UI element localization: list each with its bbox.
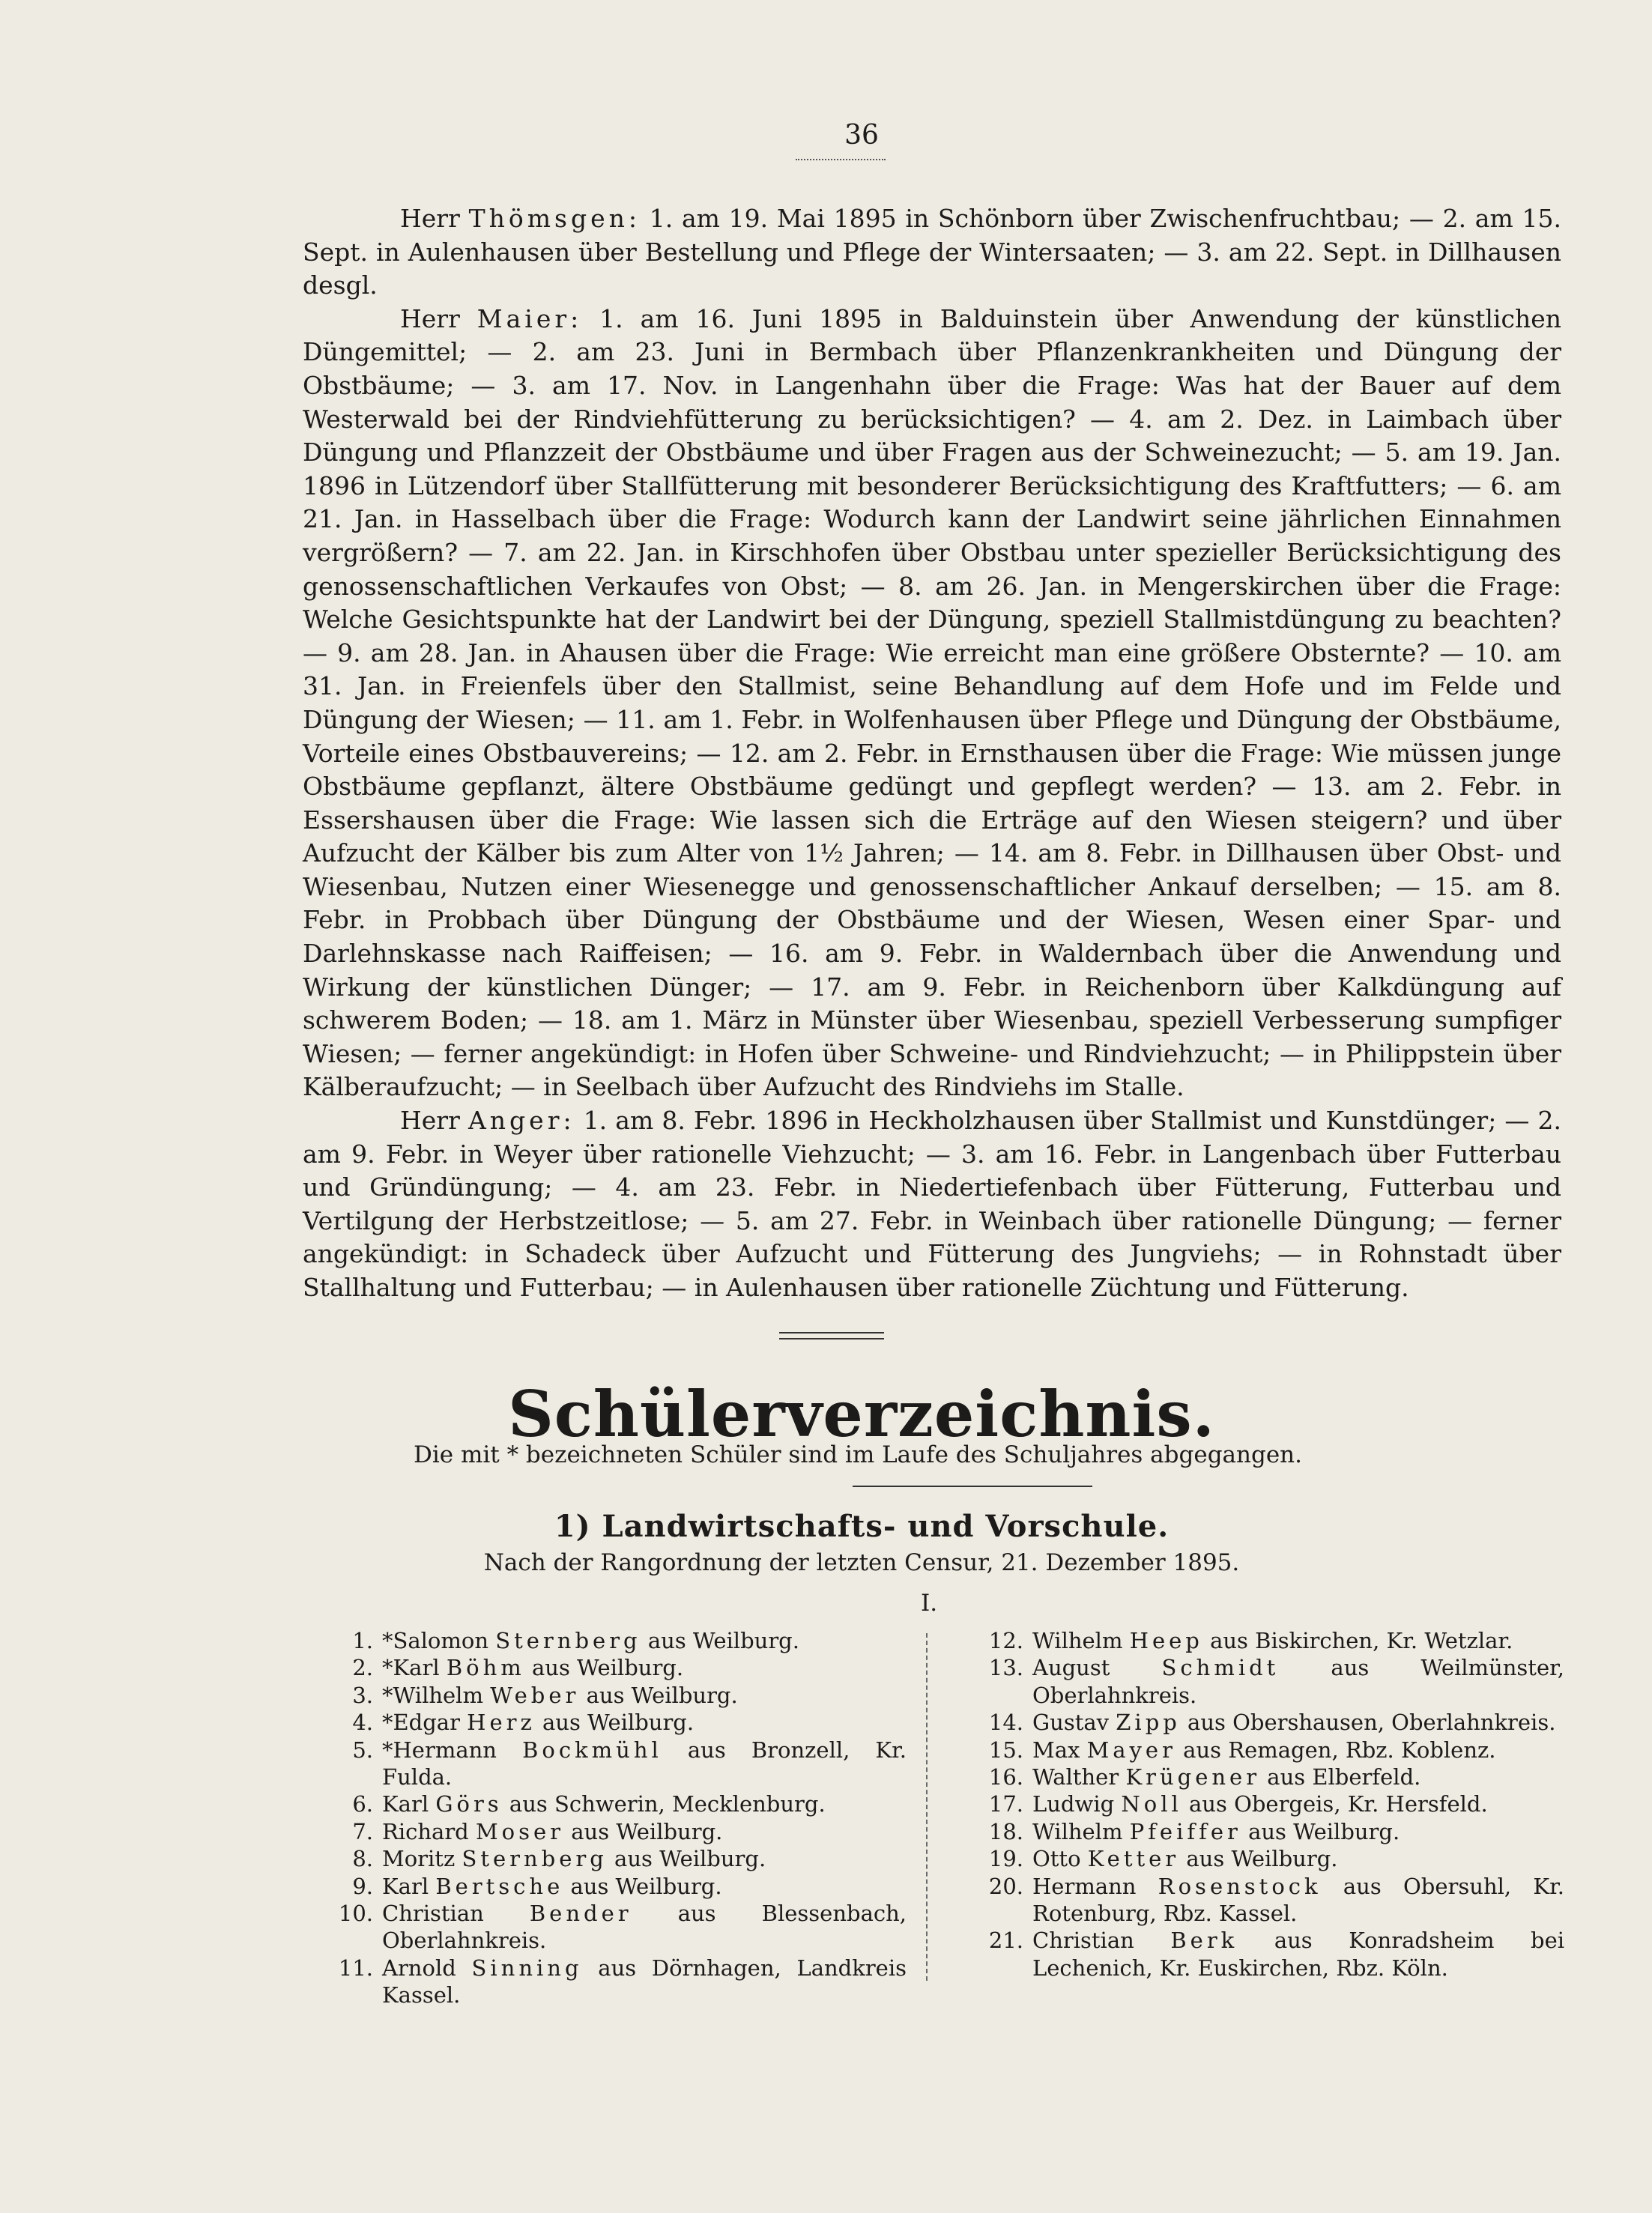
student-detail: aus Blessenbach, Oberlahnkreis.: [382, 1901, 907, 1954]
student-detail: Otto: [1032, 1846, 1088, 1872]
student-detail: aus Obergeis, Kr. Hersfeld.: [1181, 1791, 1488, 1817]
student-detail: Wilhelm: [1032, 1628, 1130, 1653]
student-detail: Gustav: [1032, 1710, 1116, 1736]
student-detail: aus Obersuhl, Kr. Rotenburg, Rbz. Kassel.: [1032, 1873, 1564, 1927]
student-text: [1032, 1790, 1564, 1817]
student-detail: aus Obershausen, Oberlahnkreis.: [1180, 1710, 1556, 1736]
student-entry: [943, 1627, 1564, 1654]
student-text: [1032, 1927, 1564, 1982]
student-entry: [292, 1818, 907, 1845]
student-rank: 12.: [988, 1628, 1023, 1653]
student-text: [382, 1790, 907, 1817]
student-rank: 13.: [988, 1655, 1023, 1681]
paragraph-text: Herr: [400, 204, 469, 233]
section-title: Schülerverzeichnis.: [508, 1377, 1215, 1451]
student-detail: aus Elberfeld.: [1260, 1764, 1421, 1790]
student-detail: Arnold: [382, 1955, 472, 1981]
lecturer-name: Maier:: [476, 303, 583, 333]
student-entry: [292, 1900, 907, 1955]
student-text: [1032, 1873, 1564, 1928]
student-surname: Zipp: [1116, 1710, 1181, 1736]
student-surname: Sinning: [471, 1955, 583, 1981]
paragraph-text: 1. am 19. Mai 1895 in Schönborn über Zwischenfruchtbau; — 2. am 15. Sept. in Aulenhausen über Bestellung und Pflege der Wintersaaten; — 3. am 22. Sept. in Dillhausen desgl.: [303, 204, 1561, 300]
student-text: [1032, 1845, 1564, 1872]
student-detail: *Edgar: [382, 1710, 468, 1736]
student-detail: aus Weilburg.: [563, 1873, 722, 1899]
student-detail: aus Dörnhagen, Landkreis Kassel.: [382, 1955, 907, 2008]
student-rank: 17.: [988, 1791, 1023, 1817]
student-entry: [943, 1709, 1564, 1736]
student-detail: Moritz: [382, 1846, 462, 1872]
paragraph: [303, 303, 1561, 1104]
student-list-left: [292, 1627, 907, 2009]
ranking-subheading: Nach der Rangordnung der letzten Censur, 21. Dezember 1895.: [483, 1549, 1240, 1576]
student-entry: [943, 1845, 1564, 1872]
student-text: [382, 1955, 907, 2009]
student-surname: Berk: [1170, 1928, 1238, 1954]
student-rank: 16.: [988, 1764, 1023, 1790]
student-rank: 4.: [352, 1710, 373, 1736]
student-text: [382, 1627, 907, 1654]
student-detail: aus Weilburg.: [607, 1846, 766, 1872]
student-text: [382, 1873, 907, 1900]
student-entry: [943, 1873, 1564, 1928]
student-detail: aus Weilburg.: [524, 1655, 684, 1681]
student-detail: Hermann: [1032, 1873, 1158, 1899]
student-detail: aus Weilburg.: [1179, 1846, 1338, 1872]
student-rank: 20.: [988, 1873, 1023, 1899]
student-entry: [943, 1737, 1564, 1764]
double-rule-divider: [779, 1332, 884, 1339]
paragraph: [303, 1104, 1561, 1305]
student-detail: aus Weilburg.: [535, 1710, 695, 1736]
student-detail: August: [1032, 1655, 1162, 1681]
student-surname: Rosenstock: [1158, 1873, 1322, 1899]
student-entry: [292, 1654, 907, 1681]
student-text: [382, 1818, 907, 1845]
student-surname: Bertsche: [435, 1873, 564, 1899]
student-detail: *Salomon: [382, 1628, 496, 1653]
student-detail: aus Weilburg.: [564, 1818, 723, 1844]
paragraph-text: 1. am 16. Juni 1895 in Balduinstein über Anwendung der künstlichen Düngemittel; — 2. am 23. Juni in Bermbach über Pflanzenkrankheiten und Düngung der Obstbäume; — 3. am 17. Nov. in Langenhahn über die Frage: Was hat der Bauer auf dem Westerwald bei der Rindviehfütterung zu berücksichtigen? — 4. am 2. Dez. in Laimbach über Düngung und Pflanzzeit der Obstbäume und über Fragen aus der Schweinezucht; — 5. am 19. Jan. 1896 in Lützendorf über Stallfütterung mit besonderer Berücksichtigung des Kraftfutters; — 6. am 21. Jan. in Hasselbach über die Frage: Wodurch kann der Landwirt seine jährlichen Einnahmen vergrößern? — 7. am 22. Jan. in Kirschhofen über Obstbau unter spezieller Berücksichtigung des genossenschaftlichen Verkaufes von Obst; — 8. am 26. Jan. in Mengerskirchen über die Frage: Welche Gesichtspunkte hat der Landwirt bei der Düngung, speziell Stallmistdüngung zu beachten? — 9. am 28. Jan. in Ahausen über die Frage: Wie erreicht man eine größere Obsternte? — 10. am 31. Jan. in Freienfels über den Stallmist, seine Behandlung auf dem Hofe und im Felde und Düngung der Wiesen; — 11. am 1. Febr. in Wolfenhausen über Pflege und Düngung der Obstbäume, Vorteile eines Obstbauvereins; — 12. am 2. Febr. in Ernsthausen über die Frage: Wie müssen junge Obstbäume gepflanzt, ältere Obstbäume gedüngt und gepflegt werden? — 13. am 2. Febr. in Essershausen über die Frage: Wie lassen sich die Erträge auf den Wiesen steigern? und über Aufzucht der Kälber bis zum Alter von 1½ Jahren; — 14. am 8. Febr. in Dillhausen über Obst- und Wiesenbau, Nutzen einer Wiesenegge und genossenschaftlicher Ankauf derselben; — 15. am 8. Febr. in Probbach über Düngung der Obstbäume und der Wiesen, Wesen einer Spar- und Darlehnskasse nach Raiffeisen; — 16. am 9. Febr. in Waldernbach über die Anwendung und Wirkung der künstlichen Dünger; — 17. am 9. Febr. in Reichenborn über Kalkdüngung auf schwerem Boden; — 18. am 1. März in Münster über Wiesenbau, speziell Verbesserung sumpfiger Wiesen; — ferner angekündigt: in Hofen über Schweine- und Rindviehzucht; — in Philippstein über Kälberaufzucht; — in Seelbach über Aufzucht des Rindviehs im Stalle.: [303, 303, 1561, 1102]
student-surname: Krügener: [1125, 1764, 1261, 1790]
student-rank: 9.: [352, 1873, 373, 1899]
student-text: [1032, 1764, 1564, 1790]
student-detail: Christian: [1032, 1928, 1171, 1954]
student-entry: [292, 1955, 907, 2009]
student-detail: *Hermann: [382, 1737, 523, 1763]
student-entry: [292, 1790, 907, 1817]
student-entry: [943, 1927, 1564, 1982]
student-rank: 19.: [988, 1846, 1023, 1872]
student-rank: 18.: [988, 1818, 1023, 1844]
lecturer-name: Thömsgen:: [468, 204, 641, 233]
lecture-list-text: [303, 202, 1561, 1305]
student-surname: Heep: [1129, 1628, 1203, 1653]
lecturer-name: Anger:: [468, 1106, 575, 1136]
student-entry: [292, 1873, 907, 1900]
student-list-right: [943, 1627, 1564, 1982]
student-rank: 21.: [988, 1928, 1023, 1954]
student-surname: Pfeiffer: [1129, 1818, 1241, 1844]
student-surname: Herz: [467, 1710, 536, 1736]
student-detail: aus Konradsheim bei Lechenich, Kr. Euskirchen, Rbz. Köln.: [1032, 1928, 1565, 1981]
student-rank: 8.: [352, 1846, 373, 1872]
student-detail: aus Schwerin, Mecklenburg.: [502, 1791, 826, 1817]
student-surname: Moser: [475, 1818, 565, 1844]
student-detail: Max: [1032, 1737, 1087, 1763]
student-rank: 5.: [352, 1737, 373, 1763]
student-text: [1032, 1627, 1564, 1654]
student-entry: [292, 1682, 907, 1709]
student-detail: aus Weilburg.: [579, 1682, 738, 1708]
student-surname: Noll: [1121, 1791, 1182, 1817]
page-number: 36: [844, 120, 879, 151]
student-surname: Sternberg: [462, 1846, 608, 1872]
student-surname: Sternberg: [495, 1628, 641, 1653]
student-text: [1032, 1654, 1564, 1709]
student-surname: Ketter: [1087, 1846, 1180, 1872]
student-detail: aus Bronzell, Kr. Fulda.: [382, 1737, 907, 1790]
student-detail: Ludwig: [1032, 1791, 1122, 1817]
student-rank: 3.: [352, 1682, 373, 1708]
student-detail: Walther: [1032, 1764, 1126, 1790]
paragraph-text: Herr: [400, 303, 477, 333]
student-rank: 15.: [988, 1737, 1023, 1763]
student-text: [382, 1845, 907, 1872]
student-surname: Bockmühl: [522, 1737, 662, 1763]
student-text: [382, 1900, 907, 1955]
paragraph: [303, 202, 1561, 303]
student-detail: Wilhelm: [1032, 1818, 1130, 1844]
student-entry: [943, 1764, 1564, 1790]
student-entry: [943, 1818, 1564, 1845]
student-text: [1032, 1737, 1564, 1764]
student-rank: 11.: [338, 1955, 373, 1981]
page-number-ornament: [796, 159, 886, 160]
student-text: [382, 1654, 907, 1681]
student-text: [1032, 1709, 1564, 1736]
student-surname: Görs: [435, 1791, 503, 1817]
section-heading: 1) Landwirtschafts- und Vorschule.: [554, 1509, 1170, 1544]
student-surname: Mayer: [1086, 1737, 1176, 1763]
student-detail: Karl: [382, 1873, 436, 1899]
class-mark: I.: [921, 1590, 938, 1617]
student-entry: [943, 1654, 1564, 1709]
student-detail: *Karl: [382, 1655, 447, 1681]
student-detail: aus Weilburg.: [641, 1628, 799, 1653]
student-detail: aus Weilmünster, Oberlahnkreis.: [1032, 1655, 1565, 1708]
student-entry: [292, 1627, 907, 1654]
student-detail: Christian: [382, 1901, 530, 1927]
student-surname: Schmidt: [1161, 1655, 1280, 1681]
paragraph-text: 1. am 8. Febr. 1896 in Heckholzhausen über Stallmist und Kunstdünger; — 2. am 9. Febr. in Weyer über rationelle Viehzucht; — 3. am 16. Febr. in Langenbach über Futterbau und Gründüngung; — 4. am 23. Febr. in Niedertiefenbach über Fütterung, Futterbau und Vertilgung der Herbstzeitlose; — 5. am 27. Febr. in Weinbach über rationelle Düngung; — ferner angekündigt: in Schadeck über Aufzucht und Fütterung des Jungviehs; — in Rohnstadt über Stallhaltung und Futterbau; — in Aulenhausen über rationelle Züchtung und Fütterung.: [303, 1106, 1561, 1302]
student-surname: Böhm: [446, 1655, 525, 1681]
student-text: [382, 1682, 907, 1709]
student-entry: [292, 1845, 907, 1872]
paragraph-text: Herr: [400, 1106, 468, 1136]
student-rank: 10.: [338, 1901, 373, 1927]
student-detail: aus Remagen, Rbz. Koblenz.: [1176, 1737, 1496, 1763]
column-divider: [926, 1633, 928, 1981]
student-rank: 6.: [352, 1791, 373, 1817]
student-detail: aus Biskirchen, Kr. Wetzlar.: [1202, 1628, 1513, 1653]
student-text: [1032, 1818, 1564, 1845]
student-rank: 7.: [352, 1818, 373, 1844]
student-rank: 2.: [352, 1655, 373, 1681]
student-surname: Bender: [529, 1901, 632, 1927]
abbreviation-note: Die mit * bezeichneten Schüler sind im Laufe des Schuljahres abgegangen.: [413, 1441, 1302, 1468]
student-detail: Richard: [382, 1818, 476, 1844]
student-rank: 14.: [988, 1710, 1023, 1736]
student-surname: Weber: [490, 1682, 580, 1708]
student-text: [382, 1709, 907, 1736]
student-detail: Karl: [382, 1791, 436, 1817]
rule-divider: [853, 1486, 1092, 1487]
student-text: [382, 1737, 907, 1791]
student-detail: *Wilhelm: [382, 1682, 491, 1708]
student-entry: [943, 1790, 1564, 1817]
student-rank: 1.: [352, 1628, 373, 1653]
student-entry: [292, 1737, 907, 1791]
student-entry: [292, 1709, 907, 1736]
student-detail: aus Weilburg.: [1241, 1818, 1400, 1844]
